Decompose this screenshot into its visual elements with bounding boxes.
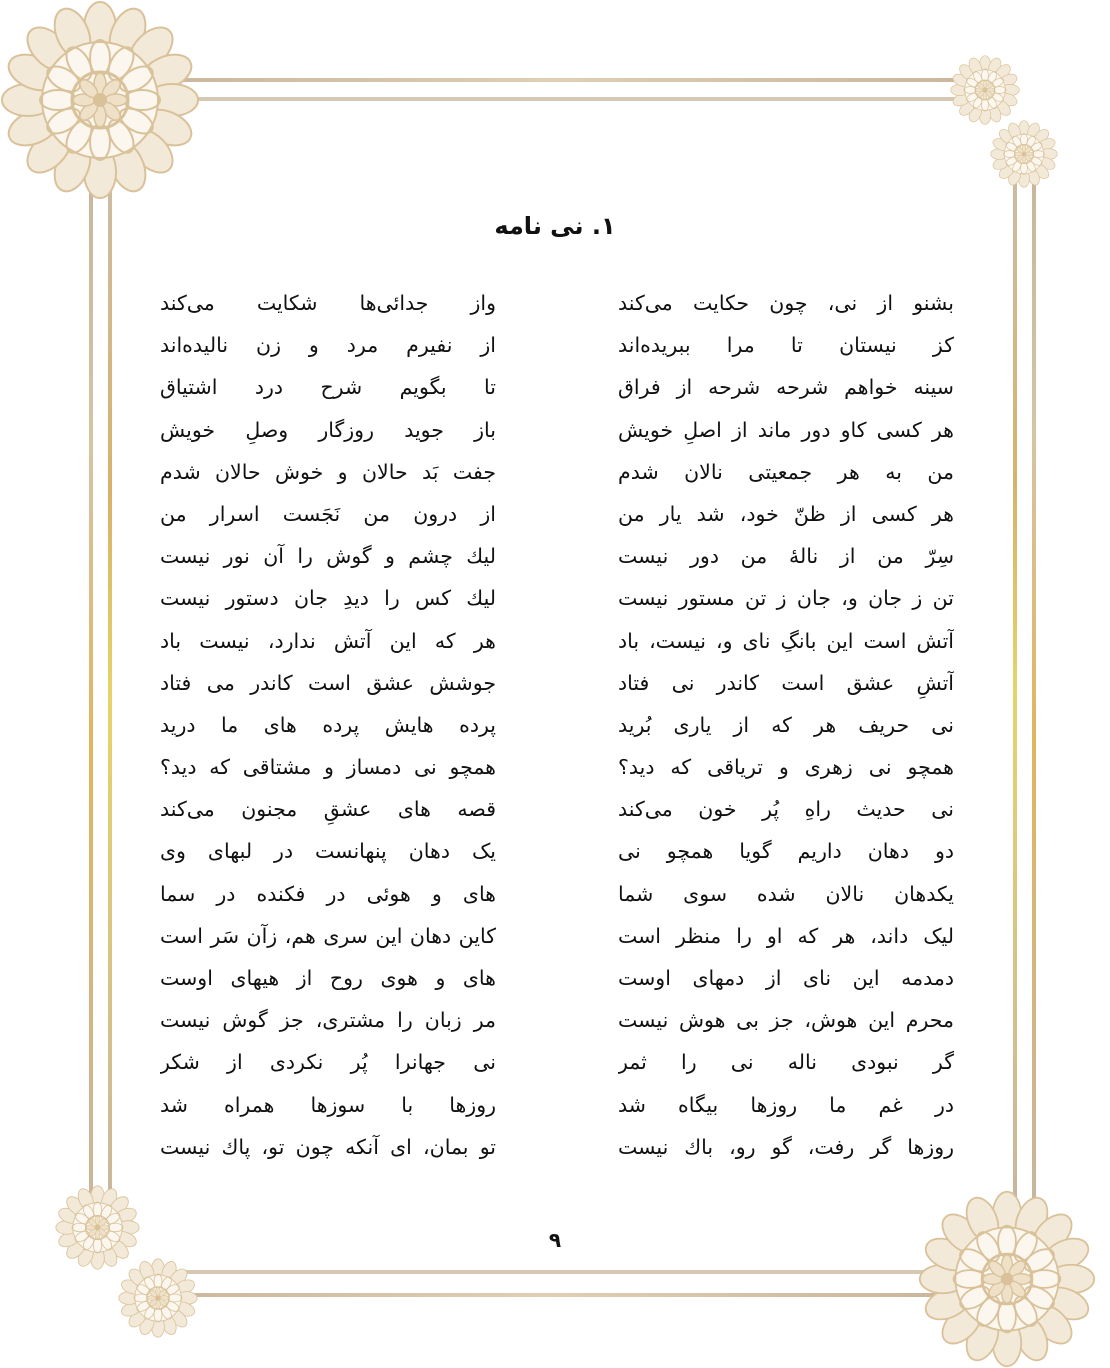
mandala-ornament-top-left (0, 0, 200, 200)
verse-line: یکدهان نالان شده سوی شما (618, 881, 954, 906)
verse-line: کز نیستان تا مرا ببریده‌اند (618, 333, 954, 358)
verse-line: سِرّ من از نالهٔ من دور نیست (618, 544, 954, 569)
verse-line: از نفیرم مرد و زن نالیده‌اند (160, 333, 496, 358)
verse-line: لیك چشم و گوش را آن نور نیست (160, 544, 496, 569)
poem-left-column (160, 282, 496, 1168)
verse-line: آتش است این بانگِ نای و، نیست، باد (618, 628, 954, 653)
verse-line: همچو نی دمساز و مشتاقی که دید؟ (160, 755, 496, 780)
verse-line: هر کسی از ظنّ خود، شد یار من (618, 501, 954, 526)
mandala-ornament-bottom-left-lower (118, 1258, 198, 1338)
verse-line: دمدمه این نای از دمهای اوست (618, 966, 954, 990)
verse-line: همچو نی زهری و تریاقی که دید؟ (618, 755, 954, 780)
frame-top-inner (190, 97, 962, 101)
frame-top-outer (150, 78, 962, 82)
frame-bottom-outer (150, 1293, 940, 1297)
poem-right-column (618, 282, 954, 1168)
verse-line: لیك کس را دیدِ جان دستور نیست (160, 586, 496, 611)
verse-line: سینه خواهم شرحه شرحه از فراق (618, 375, 954, 400)
verse-line: دو دهان داریم گویا همچو نی (618, 839, 954, 864)
page-title: ۱. نی نامه (494, 212, 616, 240)
verse-line: نی حدیث راهِ پُر خون می‌کند (618, 797, 954, 822)
mandala-ornament-bottom-right (918, 1190, 1096, 1368)
verse-line: مر زبان را مشتری، جز گوش نیست (160, 1008, 496, 1033)
verse-line: واز جدائی‌ها شکایت می‌کند (160, 291, 496, 315)
verse-line: نی جهانرا پُر نکردی از شکر (160, 1050, 496, 1075)
mandala-ornament-right-upper (990, 120, 1058, 188)
verse-line: از درون من نَجَست اسرار من (160, 501, 496, 526)
verse-line: نی حریف هر که از یاری بُرید (618, 712, 954, 737)
verse-line: های و هوئی در فکنده در سما (160, 881, 496, 906)
mandala-ornament-top-right (950, 55, 1020, 125)
verse-line: گر نبودی ناله نی را ثمر (618, 1050, 954, 1075)
verse-line: روزها گر رفت، گو رو، باك نیست (618, 1134, 954, 1159)
verse-line: بشنو از نی، چون حکایت می‌کند (618, 291, 954, 315)
verse-line: های و هوی روح از هیهای اوست (160, 966, 496, 990)
verse-line: جفت بَد حالان و خوش حالان شدم (160, 459, 496, 484)
verse-line: جوشش عشق است کاندر می فتاد (160, 670, 496, 695)
verse-line: تا بگویم شرح درد اشتیاق (160, 375, 496, 400)
verse-line: قصه های عشقِ مجنون می‌کند (160, 797, 496, 822)
verse-line: تن ز جان و، جان ز تن مستور نیست (618, 586, 954, 611)
verse-line: کاین دهان این سری هم، زآن سَر است (160, 923, 496, 948)
frame-left-outer (89, 190, 93, 1210)
verse-line: روزها با سوزها همراه شد (160, 1092, 496, 1117)
frame-left-inner (108, 190, 112, 1210)
frame-right-outer (1032, 180, 1036, 1200)
verse-line: هر کسی کاو دور ماند از اصلِ خویش (618, 417, 954, 442)
verse-line: هر که این آتش ندارد، نیست باد (160, 628, 496, 653)
verse-line: تو بمان، ای آنکه چون تو، پاك نیست (160, 1134, 496, 1159)
verse-line: در غم ما روزها بیگاه شد (618, 1092, 954, 1117)
page-number: ۹ (548, 1228, 562, 1252)
verse-line: پرده هایش پرده های ما درید (160, 712, 496, 737)
verse-line: لیک داند، هر که او را منظر است (618, 923, 954, 948)
frame-bottom-inner (150, 1270, 940, 1274)
verse-line: محرم این هوش، جز بی هوش نیست (618, 1008, 954, 1033)
verse-line: باز جوید روزگار وصلِ خویش (160, 417, 496, 442)
verse-line: یک دهان پنهانست در لبهای وی (160, 839, 496, 864)
verse-line: آتشِ عشق است کاندر نی فتاد (618, 670, 954, 695)
frame-right-inner (1013, 180, 1017, 1200)
verse-line: من به هر جمعیتی نالان شدم (618, 459, 954, 484)
